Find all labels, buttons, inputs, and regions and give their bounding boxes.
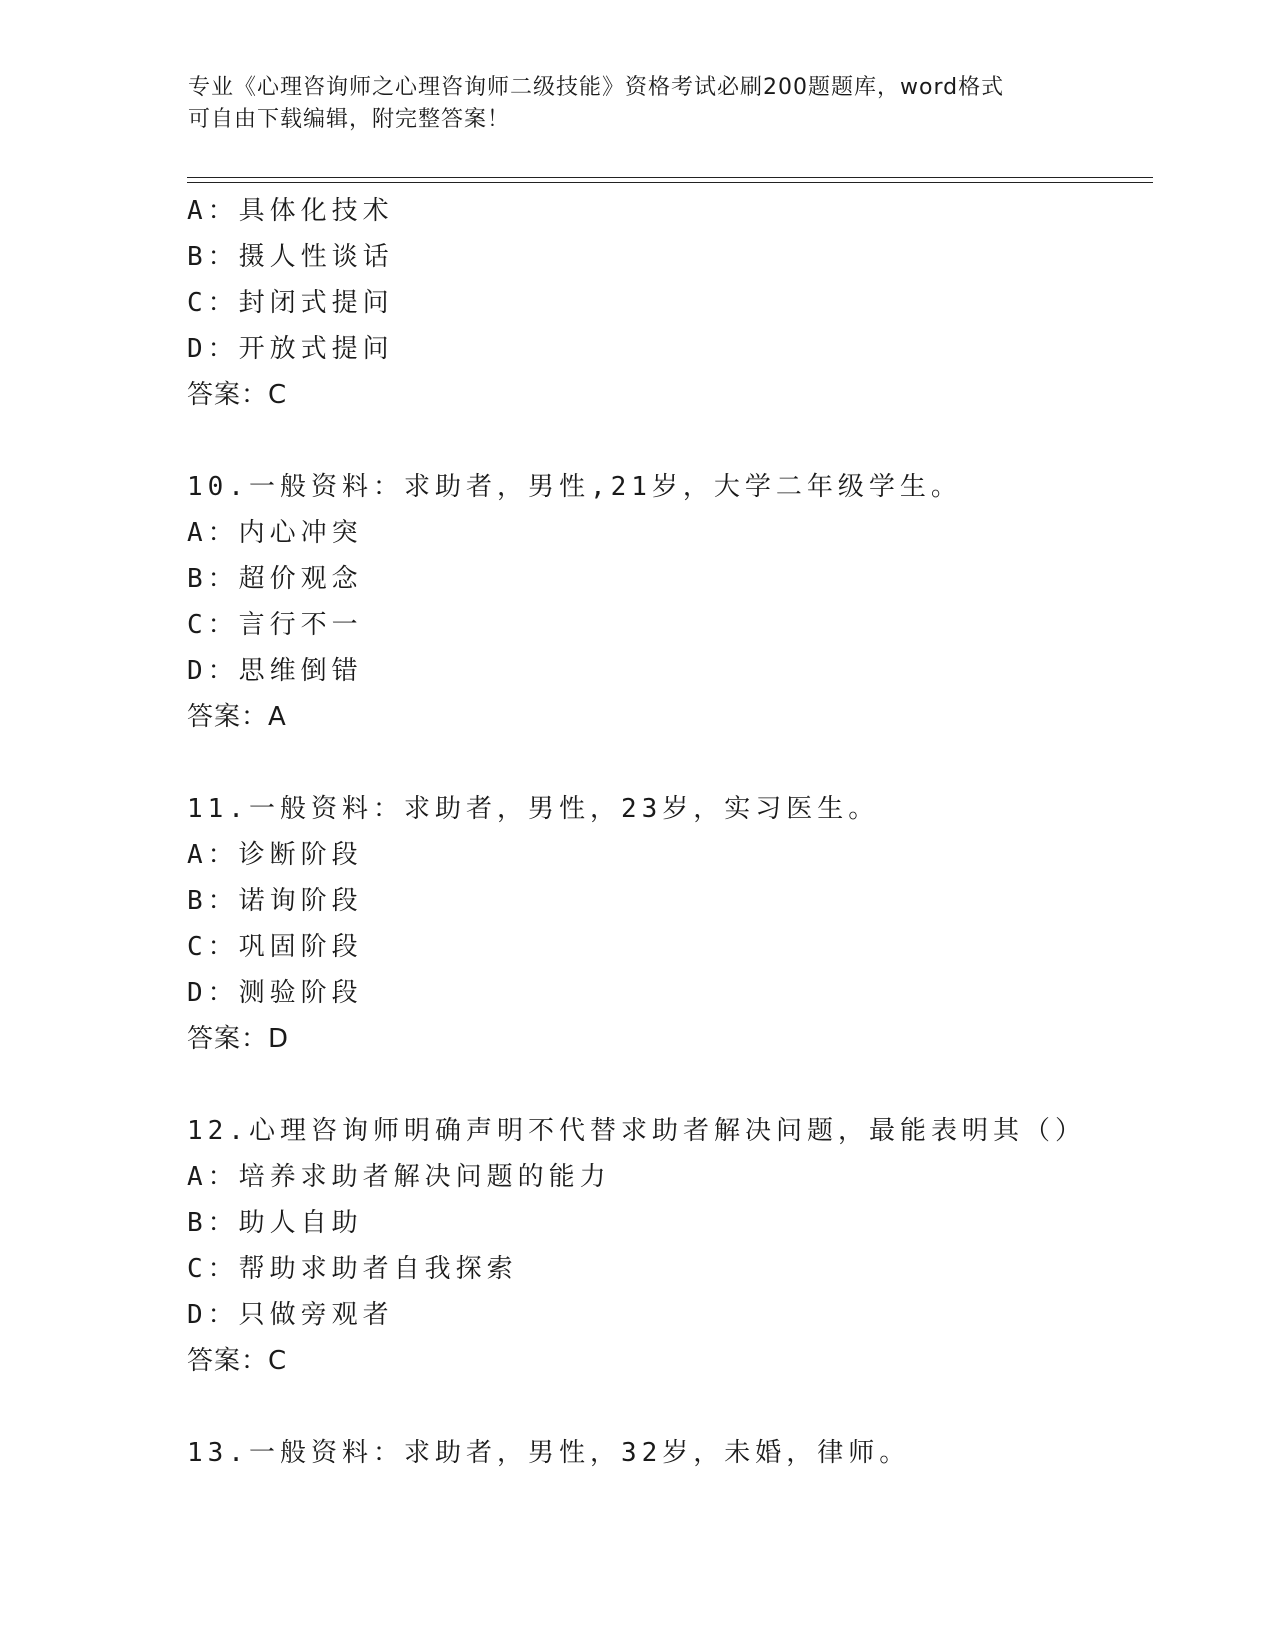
option-a: A：具体化技术 xyxy=(187,196,394,226)
option-d: D：只做旁观者 xyxy=(187,1300,394,1330)
option-d: D：测验阶段 xyxy=(187,978,363,1008)
header-divider-top xyxy=(187,177,1153,178)
answer-line: 答案：C xyxy=(187,380,288,410)
option-a: A：培养求助者解决问题的能力 xyxy=(187,1162,611,1192)
option-b: B：摄人性谈话 xyxy=(187,242,394,272)
option-a: A：诊断阶段 xyxy=(187,840,363,870)
question-block-13 xyxy=(187,1430,1153,1476)
option-b: B：助人自助 xyxy=(187,1208,363,1238)
option-a: A：内心冲突 xyxy=(187,518,363,548)
option-c: C：巩固阶段 xyxy=(187,932,363,962)
header-line-2: 可自由下载编辑，附完整答案！ xyxy=(188,107,511,132)
question-block-9 xyxy=(187,188,1153,418)
block-spacer xyxy=(187,1384,1153,1430)
block-spacer xyxy=(187,1062,1153,1108)
option-c: C：帮助求助者自我探索 xyxy=(187,1254,518,1284)
option-d: D：思维倒错 xyxy=(187,656,363,686)
question-block-12 xyxy=(187,1108,1153,1384)
answer-line: 答案：D xyxy=(187,1024,290,1054)
option-d: D：开放式提问 xyxy=(187,334,394,364)
document-header xyxy=(188,72,1088,136)
option-b: B：超价观念 xyxy=(187,564,363,594)
block-spacer xyxy=(187,418,1153,464)
block-spacer xyxy=(187,740,1153,786)
question-block-11 xyxy=(187,786,1153,1062)
question-stem: 12.心理咨询师明确声明不代替求助者解决问题，最能表明其（） xyxy=(187,1116,1086,1146)
question-block-10 xyxy=(187,464,1153,740)
answer-line: 答案：C xyxy=(187,1346,288,1376)
question-stem: 11.一般资料：求助者，男性，23岁，实习医生。 xyxy=(187,794,880,824)
option-c: C：言行不一 xyxy=(187,610,363,640)
answer-line: 答案：A xyxy=(187,702,287,732)
option-c: C：封闭式提问 xyxy=(187,288,394,318)
question-stem: 10.一般资料：求助者，男性,21岁，大学二年级学生。 xyxy=(187,472,962,502)
header-line-1: 专业《心理咨询师之心理咨询师二级技能》资格考试必刷200题题库，word格式 xyxy=(188,75,1005,100)
option-b: B：诺询阶段 xyxy=(187,886,363,916)
question-list xyxy=(187,188,1153,1476)
header-divider-bottom xyxy=(187,182,1153,183)
question-stem: 13.一般资料：求助者，男性，32岁，未婚，律师。 xyxy=(187,1438,911,1468)
